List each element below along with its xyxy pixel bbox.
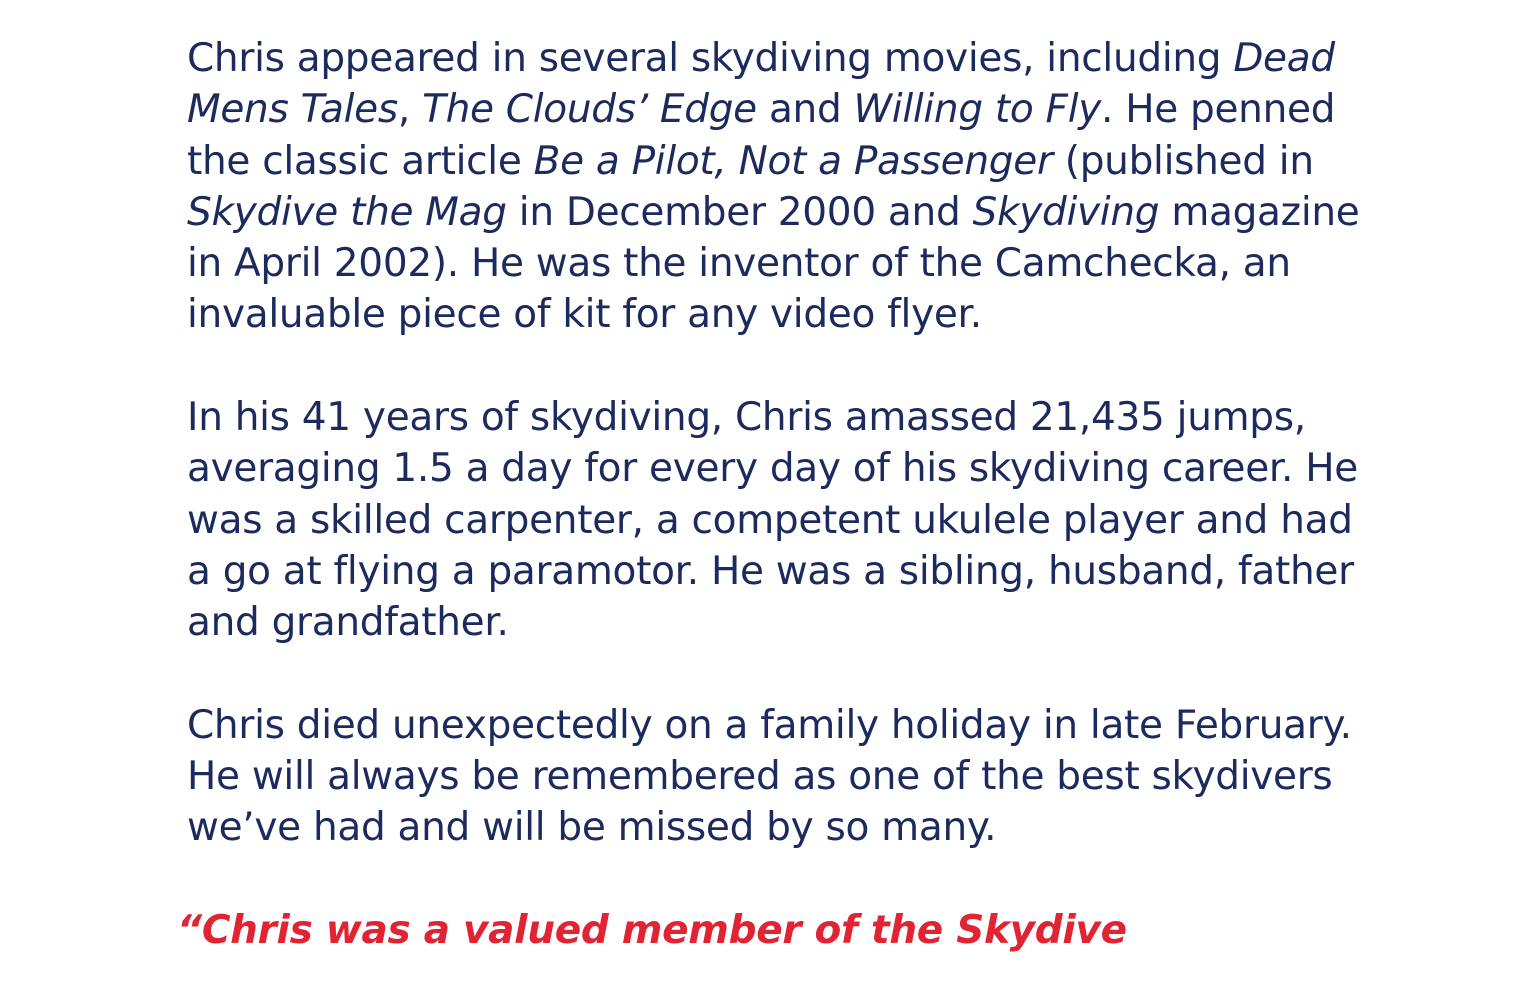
- pull-quote: “Chris was a valued member of the Skydive: [177, 908, 1127, 954]
- film-title-dead-mens-tales: Dead Mens Tales: [187, 36, 1335, 133]
- article-title: Be a Pilot, Not a Passenger: [533, 138, 1053, 184]
- film-title-willing-to-fly: Willing to Fly: [853, 87, 1102, 133]
- text-segment: (published in: [1052, 138, 1314, 184]
- text-segment: magazine in April 2002). He was the inventor of the Camchecka, an invaluable piece of kit for any video flyer.: [187, 189, 1360, 338]
- paragraph-films-and-articles: [187, 33, 1377, 341]
- magazine-title-skydive-the-mag: Skydive the Mag: [187, 189, 507, 235]
- magazine-title-skydiving: Skydiving: [972, 189, 1160, 235]
- paragraph-career-and-life: In his 41 years of skydiving, Chris amassed 21,435 jumps, averaging 1.5 a day for every day of his skydiving career. He was a skilled carpenter, a competent ukulele player and had a go at flying a paramotor. He was a sibling, husband, father and grandfather.: [187, 395, 1358, 646]
- text-segment: ,: [397, 87, 423, 133]
- paragraph-passing: Chris died unexpectedly on a family holiday in late February. He will always be remembered as one of the best skydivers we’ve had and will be missed by so many.: [187, 702, 1352, 851]
- article-body: [177, 33, 1377, 956]
- film-title-the-clouds-edge: The Clouds’ Edge: [422, 87, 757, 133]
- text-segment: . He penned the classic article: [187, 87, 1336, 184]
- text-segment: and: [756, 87, 854, 133]
- text-segment: in December 2000 and: [506, 189, 973, 235]
- text-segment: Chris appeared in several skydiving movies, including: [187, 36, 1234, 81]
